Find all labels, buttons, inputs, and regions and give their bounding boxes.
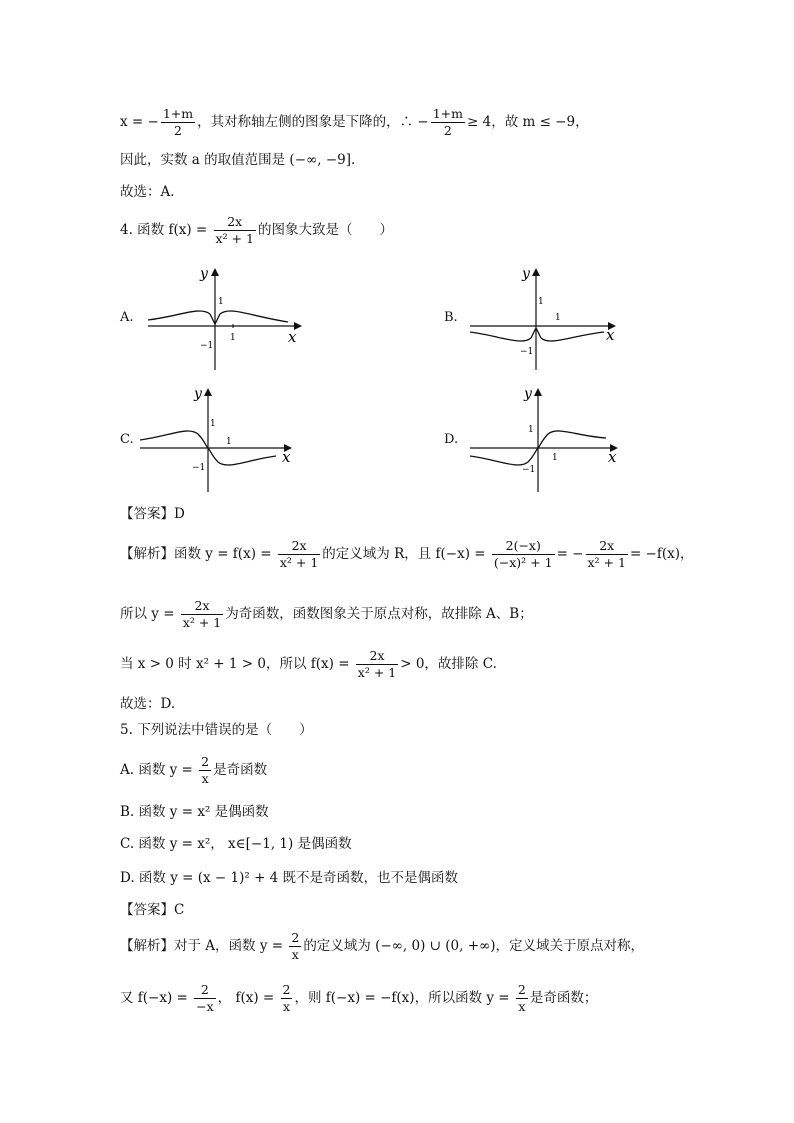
option-label-c: C. (120, 432, 134, 447)
question-5-option-b: B. 函数 y = x² 是偶函数 (120, 804, 269, 820)
text: ≥ 4，故 m ≤ −9， (467, 114, 589, 130)
x-axis-label: x (282, 448, 291, 466)
tick-label: 1 (552, 453, 558, 463)
option-label-b: B. (444, 310, 458, 325)
tick-label: 1 (230, 333, 236, 343)
fraction: $\frac{1+m}{2}$ (432, 106, 463, 138)
tick-label: 1 (210, 419, 216, 429)
tick-label: −1 (522, 465, 536, 475)
tick-label: 1 (555, 313, 561, 323)
y-axis-label: y (524, 386, 532, 402)
analysis-4-line-3: 当 x > 0 时 x² + 1 > 0，所以 f(x) = $\frac{2x}{\text{x² + 1}}$ > 0，故排除 C. (120, 648, 497, 680)
analysis-4-line-2: 所以 y = $\frac{2x}{\text{x² + 1}}$ 为奇函数，函数图象关于原点对称，故排除 A、B； (120, 598, 533, 630)
select-4: 故选：D. (120, 696, 176, 712)
graph-option-c (140, 382, 300, 494)
graph-option-a (140, 262, 310, 374)
text-line-2: 因此，实数 a 的取值范围是 (−∞, −9]. (120, 152, 356, 168)
text: x = − (120, 114, 159, 130)
analysis-4-line-1: 【解析】函数 y = f(x) = $\frac{2x}{\text{x² + 1}}$ 的定义域为 R，且 f(−x) = $\frac{2(-x)}{\text{(−x)² + 1}}$ = − $\frac{2x}{\text{x² + 1}}$ = −f(x)， (120, 538, 694, 570)
tick-label: 1 (226, 437, 232, 447)
analysis-5-line-2: 又 f(−x) = $\frac{2}{-x}$ ， f(x) = $\frac{2}{x}$ ，则 f(−x) = −f(x)，所以函数 y = $\frac{2}{x}$ 是奇函数； (120, 982, 598, 1014)
text-line-1 (120, 106, 589, 139)
tick-label: −1 (200, 341, 214, 351)
question-5: 5. 下列说法中错误的是（ ） (120, 722, 313, 738)
answer-4: 【答案】D (120, 506, 185, 522)
y-axis-label: y (522, 266, 530, 282)
question-5-option-d: D. 函数 y = (x − 1)² + 4 既不是奇函数，也不是偶函数 (120, 870, 459, 886)
option-label-a: A. (120, 310, 134, 325)
tick-label: −1 (192, 463, 206, 473)
fraction: $\frac{1+m}{2}$ (162, 106, 194, 138)
answer-5: 【答案】C (120, 902, 185, 918)
question-4: 4. 函数 f(x) = $\frac{2x}{\text{x² + 1}}$ 的图象大致是（ ） (120, 214, 393, 246)
y-axis-label: y (194, 386, 202, 402)
graph-option-b (464, 262, 624, 374)
question-5-option-a: A. 函数 y = $\frac{2}{x}$ 是奇函数 (120, 754, 268, 786)
text: ，其对称轴左侧的图象是下降的，∴ − (197, 114, 429, 130)
tick-label: 1 (528, 425, 534, 435)
option-label-d: D. (444, 432, 459, 447)
tick-label: 1 (538, 297, 544, 307)
x-axis-label: x (606, 326, 615, 344)
analysis-5-line-1: 【解析】对于 A，函数 y = $\frac{2}{x}$ 的定义域为 (−∞, 0) ∪ (0, +∞)，定义域关于原点对称， (120, 930, 645, 962)
x-axis-label: x (288, 328, 297, 346)
tick-label: 1 (218, 297, 224, 307)
text-line-3: 故选：A. (120, 184, 175, 200)
tick-label: −1 (520, 347, 534, 357)
x-axis-label: x (608, 448, 617, 466)
y-axis-label: y (200, 266, 208, 282)
question-5-option-c: C. 函数 y = x²， x∈[−1, 1) 是偶函数 (120, 836, 352, 852)
graph-option-d (470, 382, 630, 494)
